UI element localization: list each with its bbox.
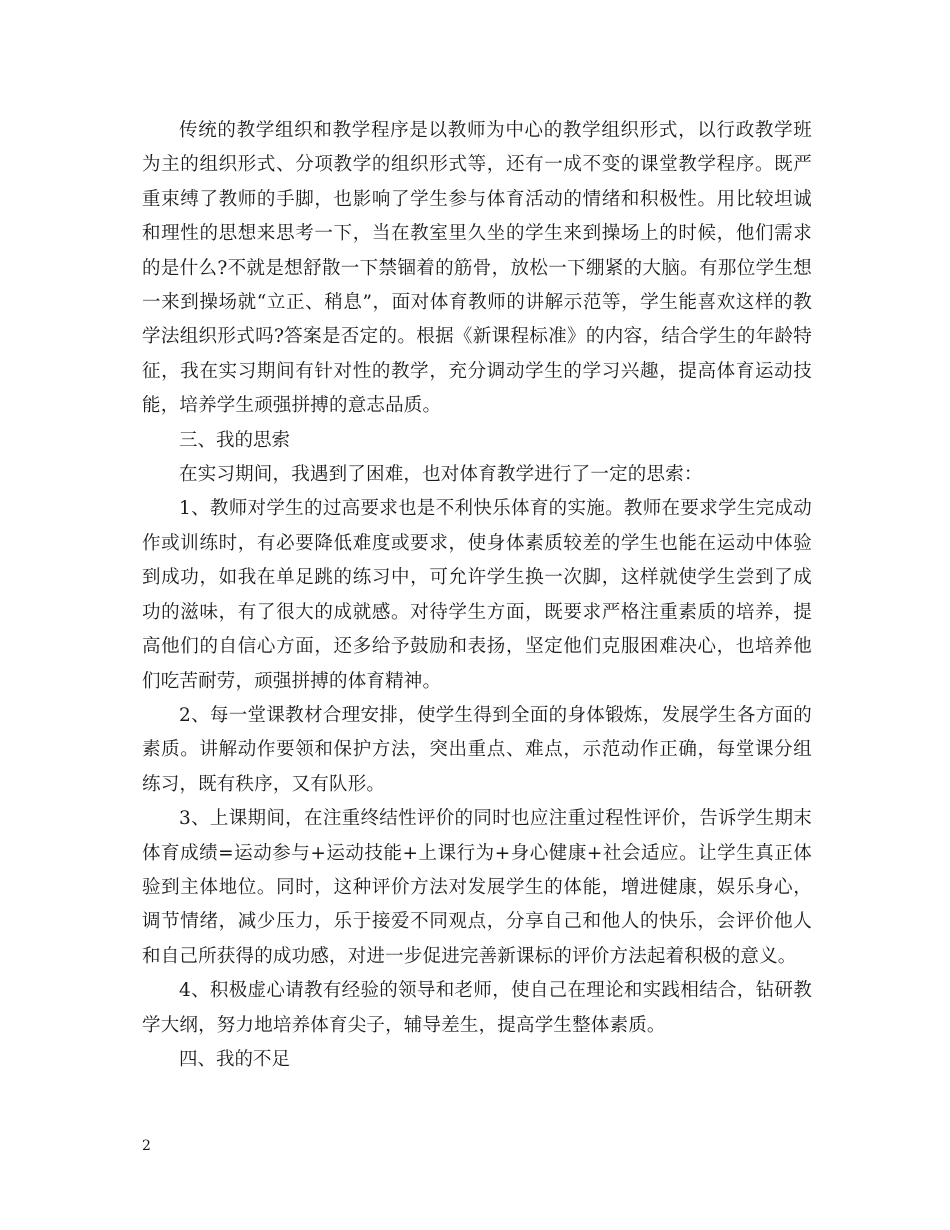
paragraph-point-4: 4、积极虚心请教有经验的领导和老师，使自己在理论和实践相结合，钻研教学大纲，努力地培养体育尖子，辅导差生，提高学生整体素质。 bbox=[142, 980, 812, 1036]
paragraph-point-2: 2、每一堂课教材合理安排，使学生得到全面的身体锻炼，发展学生各方面的素质。讲解动作要领和保护方法，突出重点、难点，示范动作正确，每堂课分组练习，既有秩序，又有队形。 bbox=[142, 704, 812, 795]
section-heading-my-reflections: 三、我的思索 bbox=[179, 429, 291, 451]
paragraph-point-1: 1、教师对学生的过高要求也是不利快乐体育的实施。教师在要求学生完成动作或训练时，有必要降低难度或要求，使身体素质较差的学生也能在运动中体验到成功，如我在单足跳的练习中，可允许学生换一次脚，这样就使学生尝到了成功的滋味，有了很大的成就感。对待学生方面，既要求严格注重素质的培养，提高他们的自信心方面，还多给予鼓励和表扬，坚定他们克服困难决心，也培养他们吃苦耐劳，顽强拼搏的体育精神。 bbox=[142, 498, 812, 692]
page-number: 2 bbox=[142, 1138, 151, 1154]
paragraph-point-3: 3、上课期间，在注重终结性评价的同时也应注重过程性评价，告诉学生期末体育成绩=运动参与+运动技能+上课行为+身心健康+社会适应。让学生真正体验到主体地位。同时，这种评价方法对发展学生的体能，增进健康，娱乐身心，调节情绪，减少压力，乐于接爱不同观点，分享自己和他人的快乐，会评价他人和自己所获得的成功感，对进一步促进完善新课标的评价方法起着积极的意义。 bbox=[142, 808, 812, 967]
paragraph-intro-reflections: 在实习期间，我遇到了困难，也对体育教学进行了一定的思索： bbox=[179, 464, 703, 486]
document-body bbox=[142, 114, 812, 1077]
paragraph-traditional-teaching: 传统的教学组织和教学程序是以教师为中心的教学组织形式，以行政教学班为主的组织形式、分项教学的组织形式等，还有一成不变的课堂教学程序。既严重束缚了教师的手脚，也影响了学生参与体育活动的情绪和积极性。用比较坦诚和理性的思想来思考一下，当在教室里久坐的学生来到操场上的时候，他们需求的是什么?不就是想舒散一下禁锢着的筋骨，放松一下绷紧的大脑。有那位学生想一来到操场就“立正、稍息”，面对体育教师的讲解示范等，学生能喜欢这样的教学法组织形式吗?答案是否定的。根据《新课程标准》的内容，结合学生的年龄特征，我在实习期间有针对性的教学，充分调动学生的学习兴趣，提高体育运动技能，培养学生顽强拼搏的意志品质。 bbox=[142, 120, 812, 417]
section-heading-my-shortcomings: 四、我的不足 bbox=[179, 1048, 291, 1070]
